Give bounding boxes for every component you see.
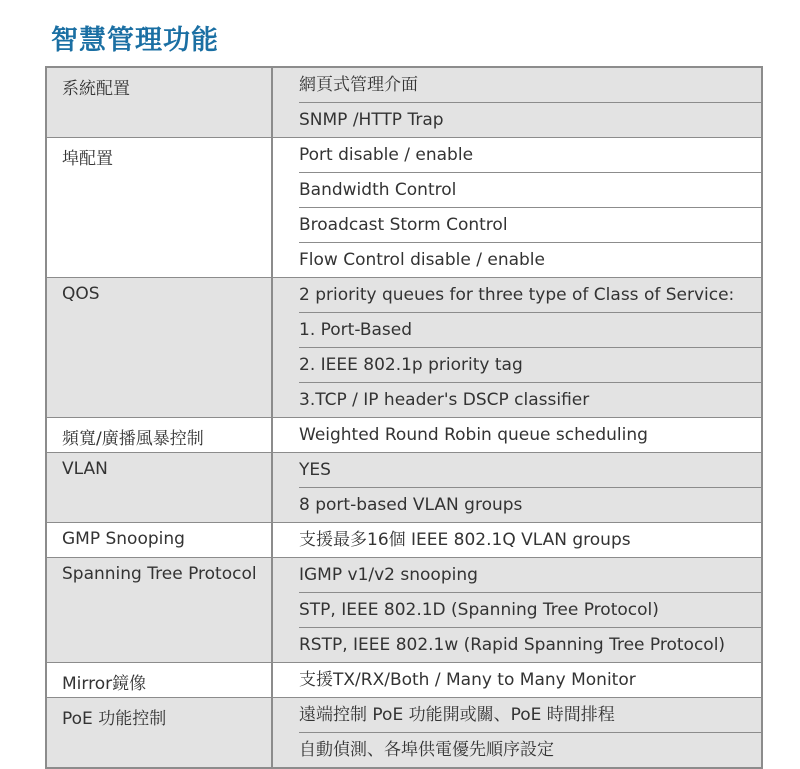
spec-row-values: [272, 138, 762, 278]
spec-row-label: 埠配置: [46, 138, 272, 278]
spec-row-values: [272, 523, 762, 558]
spec-row-values: [272, 698, 762, 769]
spec-value-line: 網頁式管理介面: [299, 75, 418, 95]
spec-row: [46, 698, 762, 769]
spec-value-line: YES: [299, 460, 331, 480]
spec-value-line: 3.TCP / IP header's DSCP classifier: [299, 382, 761, 417]
spec-row: [46, 523, 762, 558]
spec-value-line: 2. IEEE 802.1p priority tag: [299, 347, 761, 382]
spec-row: [46, 558, 762, 663]
spec-value-line: 自動偵測、各埠供電優先順序設定: [299, 732, 761, 767]
spec-row: [46, 278, 762, 418]
spec-row-values: [272, 558, 762, 663]
spec-row-label: Mirror鏡像: [46, 663, 272, 698]
spec-value-line: 支援TX/RX/Both / Many to Many Monitor: [299, 670, 636, 690]
spec-table-body: [46, 67, 762, 768]
page-title: 智慧管理功能: [51, 25, 219, 56]
spec-value-line: Port disable / enable: [299, 145, 474, 165]
spec-row: [46, 67, 762, 138]
spec-row-values: [272, 67, 762, 138]
spec-row-values: [272, 278, 762, 418]
spec-value-line: STP, IEEE 802.1D (Spanning Tree Protocol): [299, 592, 761, 627]
spec-row: [46, 138, 762, 278]
spec-row-label: QOS: [46, 278, 272, 418]
spec-row-values: [272, 663, 762, 698]
spec-value-line: Broadcast Storm Control: [299, 207, 761, 242]
spec-value-line: RSTP, IEEE 802.1w (Rapid Spanning Tree Protocol): [299, 627, 761, 662]
spec-row-label: GMP Snooping: [46, 523, 272, 558]
spec-row-label: 頻寬/廣播風暴控制: [46, 418, 272, 453]
spec-row-label: Spanning Tree Protocol: [46, 558, 272, 663]
spec-table: [45, 66, 763, 769]
spec-value-line: 2 priority queues for three type of Class of Service:: [299, 285, 735, 305]
spec-row-label: 系統配置: [46, 67, 272, 138]
spec-value-line: 支援最多16個 IEEE 802.1Q VLAN groups: [299, 530, 631, 550]
spec-value-line: IGMP v1/v2 snooping: [299, 565, 478, 585]
spec-row-label: VLAN: [46, 453, 272, 523]
spec-row: [46, 663, 762, 698]
spec-row-values: [272, 418, 762, 453]
spec-value-line: 8 port-based VLAN groups: [299, 487, 761, 522]
spec-value-line: Flow Control disable / enable: [299, 242, 761, 277]
spec-value-line: 1. Port-Based: [299, 312, 761, 347]
spec-row: [46, 453, 762, 523]
spec-value-line: SNMP /HTTP Trap: [299, 102, 761, 137]
spec-row-values: [272, 453, 762, 523]
spec-value-line: Bandwidth Control: [299, 172, 761, 207]
spec-value-line: Weighted Round Robin queue scheduling: [299, 425, 648, 445]
spec-value-line: 遠端控制 PoE 功能開或關、PoE 時間排程: [299, 705, 615, 725]
spec-row-label: PoE 功能控制: [46, 698, 272, 769]
spec-row: [46, 418, 762, 453]
